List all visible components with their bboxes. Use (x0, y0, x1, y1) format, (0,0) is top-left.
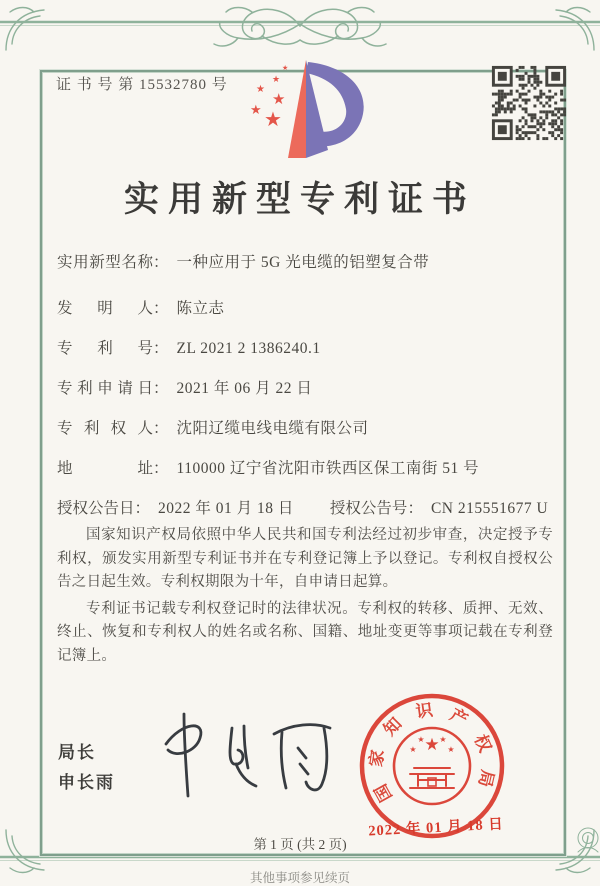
seal-char: 知 (380, 714, 406, 740)
seal-char: 识 (414, 700, 435, 722)
svg-text:★: ★ (264, 107, 282, 131)
certificate-title: 实用新型专利证书 (123, 180, 476, 219)
continuation-note: 其他事项参见续页 (249, 871, 350, 885)
field-colon: ： (153, 340, 169, 357)
field-colon: ： (153, 380, 169, 397)
field-value: 沈阳辽缆电线电缆有限公司 (176, 420, 369, 437)
signer-title: 局长 (58, 743, 96, 762)
certificate-number: 证 书 号 第 15532780 号 (56, 77, 228, 93)
field-colon: ： (134, 500, 151, 517)
svg-text:★: ★ (272, 75, 281, 85)
field-row-grant (57, 498, 557, 520)
field-list (57, 252, 557, 538)
field-row-inventor (57, 298, 557, 320)
signature-handwriting (148, 706, 338, 801)
field-row-address (57, 458, 557, 480)
seal-char: 局 (474, 768, 498, 789)
cnipa-logo-icon (242, 56, 382, 168)
svg-text:★: ★ (272, 90, 286, 108)
seal-char: 国 (371, 780, 396, 805)
field-row-patent-number (57, 338, 557, 360)
field-value: ZL 2021 2 1386240.1 (176, 340, 321, 357)
page-number: 第 1 页 (共 2 页) (253, 837, 347, 852)
grant-date-pair (57, 498, 294, 520)
field-label: 专利号 (57, 340, 153, 357)
field-colon: ： (407, 500, 423, 517)
field-value: 陈立志 (176, 300, 225, 317)
seal-date: 2022 年 01 月 18 日 (367, 816, 505, 840)
grant-number-pair (330, 498, 548, 520)
field-label: 实用新型名称 (57, 254, 153, 271)
paragraph-grant-statement: 国家知识产权局依照中华人民共和国专利法经过初步审查，决定授予专利权，颁发实用新型专利证书并在专利登记簿上予以登记。专利权自授权公告之日起生效。专利权期限为十年，自申请日起算。 (57, 527, 553, 590)
field-colon: ： (153, 254, 169, 271)
seal-char: 权 (470, 731, 495, 756)
svg-text:★: ★ (256, 84, 265, 95)
field-label: 发明人 (57, 300, 153, 317)
field-colon: ： (153, 420, 169, 437)
field-colon: ： (153, 460, 169, 477)
signer-name: 申长雨 (58, 773, 115, 792)
field-label: 专利申请日 (57, 380, 153, 397)
field-value: 2022 年 01 月 18 日 (158, 500, 294, 517)
field-label: 专利权人 (57, 420, 153, 437)
field-row-filing-date (57, 378, 557, 400)
field-label: 授权公告号 (329, 500, 408, 517)
qr-code (486, 60, 572, 146)
legal-paragraphs (57, 524, 553, 671)
field-label: 授权公告日 (57, 500, 135, 517)
field-label: 地址 (57, 460, 153, 477)
paragraph-register-statement: 专利证书记载专利权登记时的法律状况。专利权的转移、质押、无效、终止、恢复和专利权人的姓名或名称、国籍、地址变更等事项记载在专利登记簿上。 (57, 600, 553, 664)
field-row-name (57, 252, 557, 274)
svg-text:★: ★ (417, 735, 425, 744)
national-emblem-icon (394, 728, 470, 804)
seal-char: 家 (366, 748, 388, 769)
field-value: 一种应用于 5G 光电缆的铝塑复合带 (176, 254, 430, 271)
field-value: CN 215551677 U (430, 500, 549, 517)
svg-text:★: ★ (282, 64, 289, 72)
svg-text:★: ★ (250, 103, 262, 118)
field-colon: ： (153, 300, 169, 317)
svg-text:★: ★ (424, 735, 440, 755)
svg-text:★: ★ (409, 745, 417, 754)
seal-char: 产 (446, 705, 471, 730)
svg-text:★: ★ (447, 745, 455, 754)
field-row-patentee (57, 418, 557, 440)
field-value: 110000 辽宁省沈阳市铁西区保工南街 51 号 (176, 460, 480, 477)
field-value: 2021 年 06 月 22 日 (176, 380, 313, 397)
svg-text:★: ★ (439, 735, 447, 744)
